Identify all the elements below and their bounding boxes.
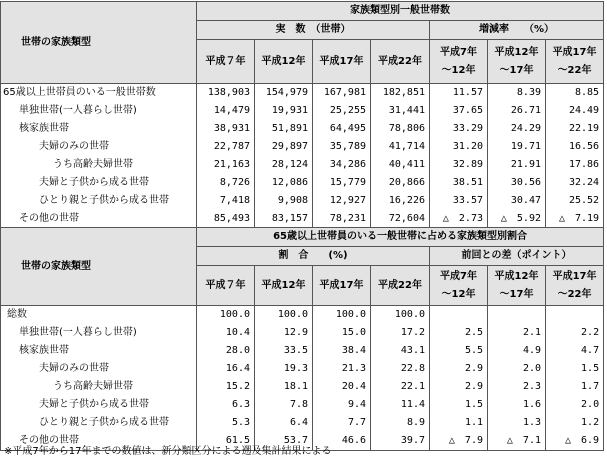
cell: 154,979 [255, 84, 313, 103]
period-header: 平成17年 ～22年 [546, 266, 604, 306]
cell: 35,789 [313, 138, 371, 156]
cell: 38.51 [430, 174, 488, 192]
year-header: 平成22年 [371, 40, 430, 84]
table-row [1, 306, 604, 325]
cell: 100.0 [371, 306, 430, 325]
share-group-header: 割 合 (%) [197, 247, 430, 266]
table-row [1, 102, 604, 120]
cell: 2.3 [488, 378, 546, 396]
year-header: 平成17年 [313, 40, 371, 84]
cell: 16.4 [197, 360, 255, 378]
cell: △ 7.9 [430, 432, 488, 451]
row-label: 単独世帯(一人暮らし世帯) [1, 324, 197, 342]
cell: 26.71 [488, 102, 546, 120]
cell: 8.9 [371, 414, 430, 432]
cell: 10.4 [197, 324, 255, 342]
cell: 83,157 [255, 210, 313, 229]
diff-group-header: 前回との差（ポイント） [430, 247, 604, 266]
cell: 51,891 [255, 120, 313, 138]
rates-group-header: 増減率 （%） [430, 21, 604, 40]
cell [546, 306, 604, 325]
cell: 15,779 [313, 174, 371, 192]
family-type-header: 世帯の家族類型 [1, 228, 197, 306]
cell: 1.1 [430, 414, 488, 432]
cell: △ 5.92 [488, 210, 546, 229]
cell: 19.3 [255, 360, 313, 378]
cell: 19,931 [255, 102, 313, 120]
cell: 33.29 [430, 120, 488, 138]
cell: 19.71 [488, 138, 546, 156]
cell: 100.0 [197, 306, 255, 325]
cell: 2.9 [430, 378, 488, 396]
cell: △ 7.1 [488, 432, 546, 451]
cell: 30.56 [488, 174, 546, 192]
cell: 61.5 [197, 432, 255, 451]
cell: 32.89 [430, 156, 488, 174]
row-label: その他の世帯 [1, 210, 197, 229]
row-label: うち高齢夫婦世帯 [1, 378, 197, 396]
row-label: その他の世帯 [1, 432, 197, 451]
table-row [1, 396, 604, 414]
row-label: 65歳以上世帯員のいる一般世帯数 [1, 84, 197, 103]
cell: 9,908 [255, 192, 313, 210]
year-header: 平成７年 [197, 40, 255, 84]
cell: 28.0 [197, 342, 255, 360]
cell: 4.7 [546, 342, 604, 360]
cell: △ 6.9 [546, 432, 604, 451]
cell: 167,981 [313, 84, 371, 103]
cell: △ 7.19 [546, 210, 604, 229]
cell: 43.1 [371, 342, 430, 360]
cell: 41,714 [371, 138, 430, 156]
row-label: 総数 [1, 306, 197, 325]
cell: 9.4 [313, 396, 371, 414]
table-row [1, 414, 604, 432]
cell: 53.7 [255, 432, 313, 451]
household-count-table [0, 1, 604, 229]
cell: 31,441 [371, 102, 430, 120]
cell: 30.47 [488, 192, 546, 210]
cell: 78,231 [313, 210, 371, 229]
cell: 22.8 [371, 360, 430, 378]
year-header: 平成22年 [371, 266, 430, 306]
period-header: 平成12年 ～17年 [488, 40, 546, 84]
cell: 6.4 [255, 414, 313, 432]
table-row [1, 156, 604, 174]
cell: 17.2 [371, 324, 430, 342]
row-label: 核家族世帯 [1, 120, 197, 138]
row-label: 夫婦のみの世帯 [1, 360, 197, 378]
cell: 100.0 [313, 306, 371, 325]
cell: 6.3 [197, 396, 255, 414]
row-label: うち高齢夫婦世帯 [1, 156, 197, 174]
cell: 1.5 [546, 360, 604, 378]
cell: 32.24 [546, 174, 604, 192]
period-header: 平成7年 ～12年 [430, 40, 488, 84]
row-label: 核家族世帯 [1, 342, 197, 360]
cell: 1.7 [546, 378, 604, 396]
cell: 16,226 [371, 192, 430, 210]
cell: 22.19 [546, 120, 604, 138]
row-label: 夫婦と子供から成る世帯 [1, 396, 197, 414]
table-row [1, 342, 604, 360]
table-title: 家族類型別一般世帯数 [197, 2, 604, 21]
household-share-table [0, 227, 604, 451]
cell: 20,866 [371, 174, 430, 192]
cell: 15.2 [197, 378, 255, 396]
cell: 5.5 [430, 342, 488, 360]
cell: 21,163 [197, 156, 255, 174]
year-header: 平成７年 [197, 266, 255, 306]
cell: 1.6 [488, 396, 546, 414]
cell: 25,255 [313, 102, 371, 120]
counts-group-header: 実 数 （世帯） [197, 21, 430, 40]
cell: 2.0 [546, 396, 604, 414]
cell: 15.0 [313, 324, 371, 342]
cell: 8,726 [197, 174, 255, 192]
cell: 2.9 [430, 360, 488, 378]
row-label: 夫婦のみの世帯 [1, 138, 197, 156]
cell: 72,604 [371, 210, 430, 229]
cell: 12,086 [255, 174, 313, 192]
cell: 17.86 [546, 156, 604, 174]
cell [488, 306, 546, 325]
cell: 38.4 [313, 342, 371, 360]
cell: 4.9 [488, 342, 546, 360]
cell: 2.5 [430, 324, 488, 342]
cell: 138,903 [197, 84, 255, 103]
year-header: 平成12年 [255, 266, 313, 306]
cell: 22,787 [197, 138, 255, 156]
cell: 7.7 [313, 414, 371, 432]
table-row [1, 192, 604, 210]
table-row [1, 120, 604, 138]
cell: 2.2 [546, 324, 604, 342]
cell: 38,931 [197, 120, 255, 138]
cell: 12,927 [313, 192, 371, 210]
year-header: 平成17年 [313, 266, 371, 306]
table-row [1, 210, 604, 229]
cell: 64,495 [313, 120, 371, 138]
cell: 40,411 [371, 156, 430, 174]
cell: 11.4 [371, 396, 430, 414]
cell: 8.39 [488, 84, 546, 103]
table-title: 65歳以上世帯員のいる一般世帯に占める家族類型別割合 [197, 228, 604, 247]
table-row [1, 84, 604, 103]
cell: 1.3 [488, 414, 546, 432]
cell [430, 306, 488, 325]
cell: 12.9 [255, 324, 313, 342]
cell: 20.4 [313, 378, 371, 396]
cell: 1.5 [430, 396, 488, 414]
cell: 24.49 [546, 102, 604, 120]
cell: △ 2.73 [430, 210, 488, 229]
table-row [1, 324, 604, 342]
cell: 7,418 [197, 192, 255, 210]
table-row [1, 378, 604, 396]
cell: 85,493 [197, 210, 255, 229]
row-label: 夫婦と子供から成る世帯 [1, 174, 197, 192]
cell: 34,286 [313, 156, 371, 174]
cell: 21.3 [313, 360, 371, 378]
cell: 28,124 [255, 156, 313, 174]
table-row [1, 174, 604, 192]
cell: 5.3 [197, 414, 255, 432]
cell: 31.20 [430, 138, 488, 156]
cell: 33.5 [255, 342, 313, 360]
cell: 25.52 [546, 192, 604, 210]
cell: 2.0 [488, 360, 546, 378]
period-header: 平成17年 ～22年 [546, 40, 604, 84]
cell: 39.7 [371, 432, 430, 451]
cell: 29,897 [255, 138, 313, 156]
cell: 33.57 [430, 192, 488, 210]
cell: 22.1 [371, 378, 430, 396]
cell: 78,806 [371, 120, 430, 138]
footnote: ※平成7年から17年までの数値は、新分類区分による遡及集計結果による [4, 446, 332, 457]
cell: 100.0 [255, 306, 313, 325]
cell: 14,479 [197, 102, 255, 120]
cell: 2.1 [488, 324, 546, 342]
cell: 24.29 [488, 120, 546, 138]
table-row [1, 360, 604, 378]
cell: 18.1 [255, 378, 313, 396]
cell: 11.57 [430, 84, 488, 103]
year-header: 平成12年 [255, 40, 313, 84]
family-type-header: 世帯の家族類型 [1, 2, 197, 84]
cell: 182,851 [371, 84, 430, 103]
period-header: 平成7年 ～12年 [430, 266, 488, 306]
cell: 1.2 [546, 414, 604, 432]
cell: 8.85 [546, 84, 604, 103]
period-header: 平成12年 ～17年 [488, 266, 546, 306]
row-label: ひとり親と子供から成る世帯 [1, 192, 197, 210]
table-row [1, 138, 604, 156]
cell: 16.56 [546, 138, 604, 156]
cell: 37.65 [430, 102, 488, 120]
cell: 7.8 [255, 396, 313, 414]
cell: 21.91 [488, 156, 546, 174]
row-label: 単独世帯(一人暮らし世帯) [1, 102, 197, 120]
row-label: ひとり親と子供から成る世帯 [1, 414, 197, 432]
cell: 46.6 [313, 432, 371, 451]
